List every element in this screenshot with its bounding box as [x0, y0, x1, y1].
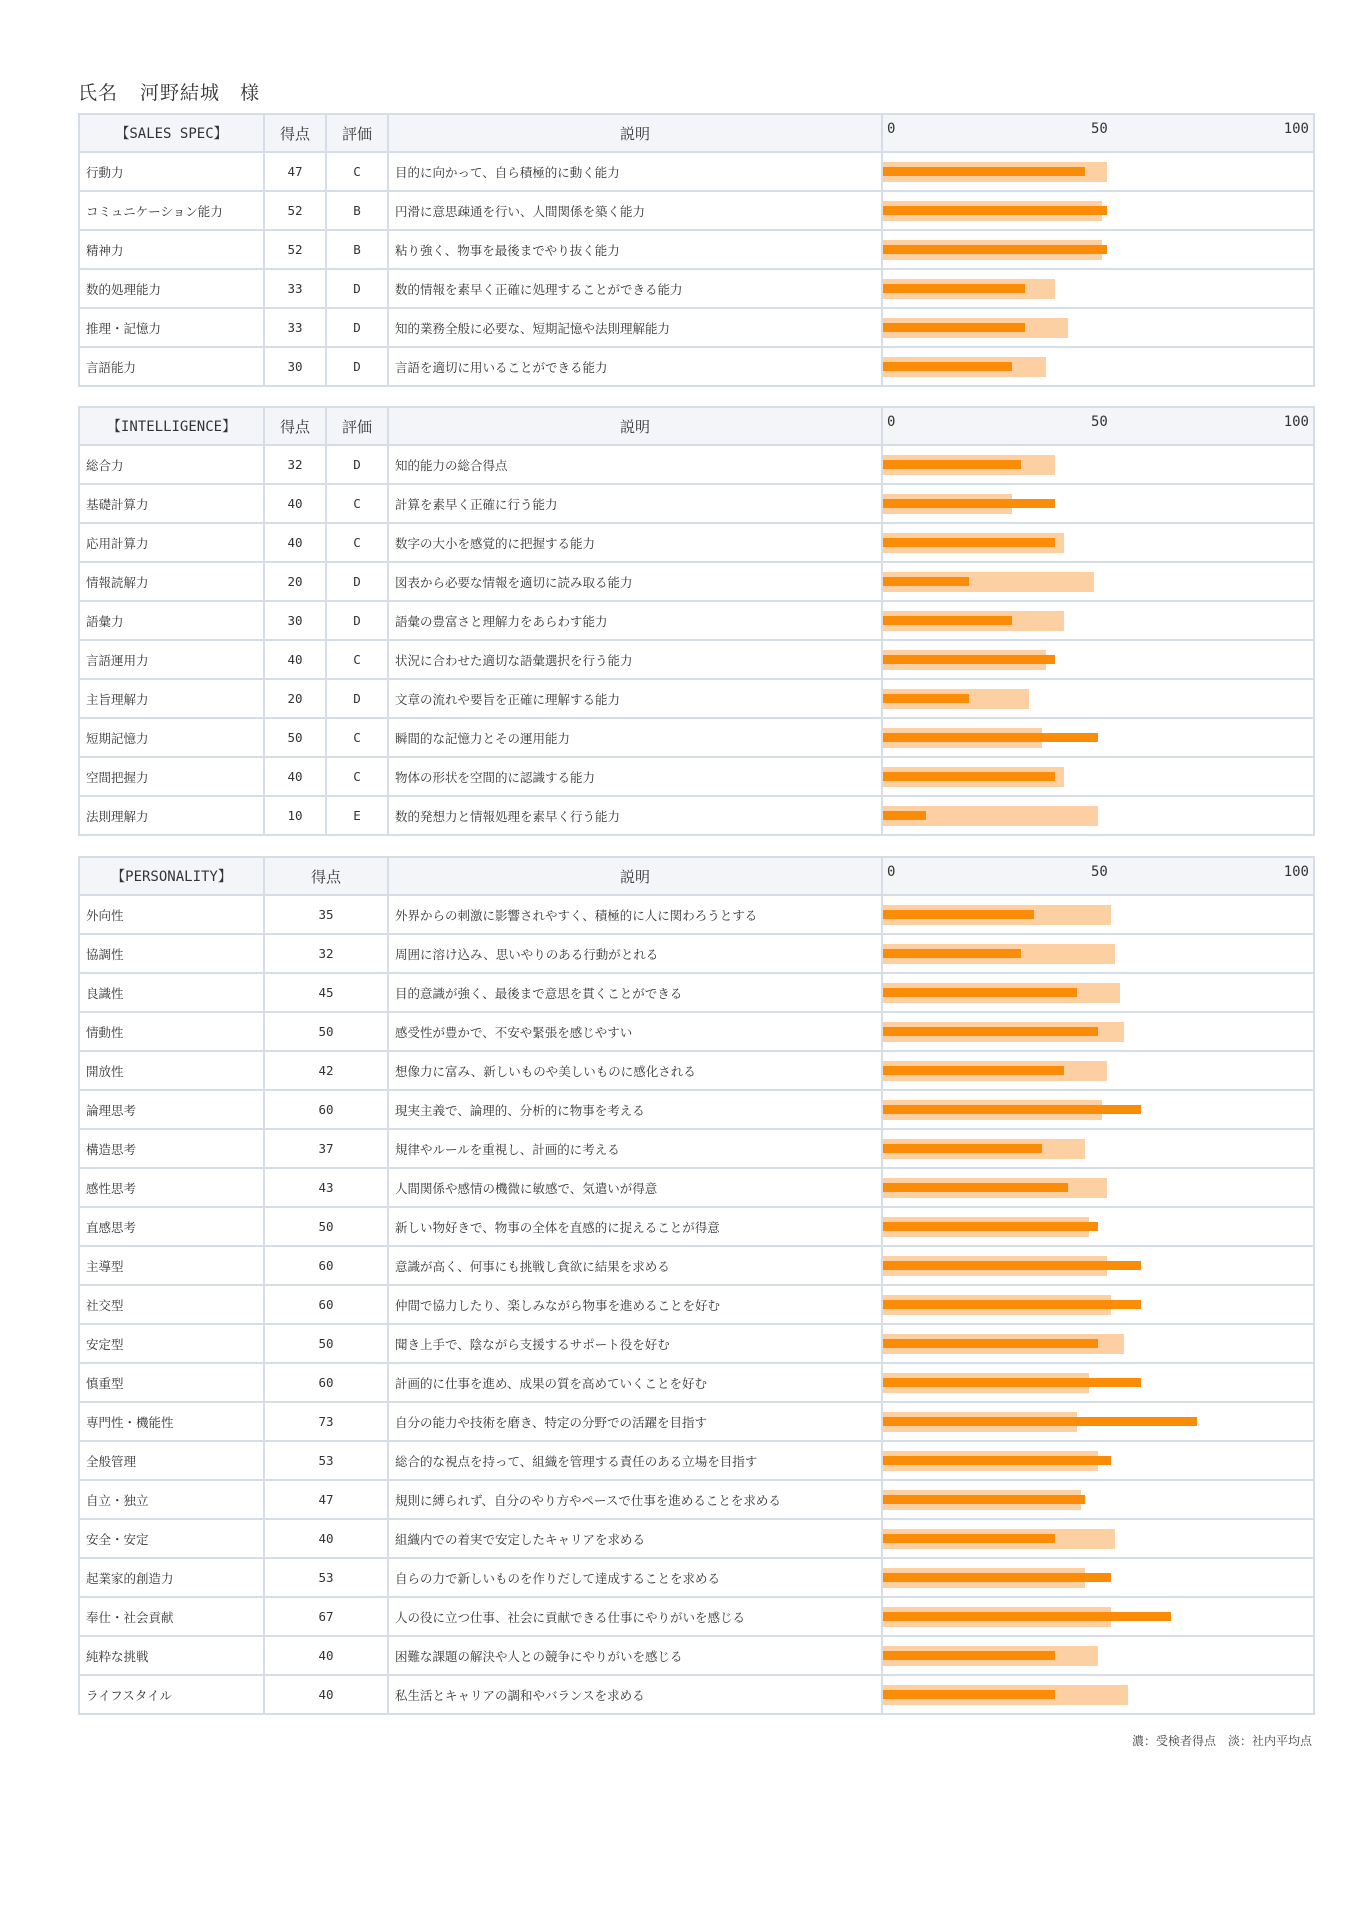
score-value: 40 — [264, 1675, 388, 1714]
section-title: 【INTELLIGENCE】 — [79, 407, 264, 445]
table-row — [79, 895, 1314, 934]
item-name: 安全・安定 — [79, 1519, 264, 1558]
score-value: 67 — [264, 1597, 388, 1636]
score-bar-cell — [882, 191, 1314, 230]
item-description: 規則に縛られず、自分のやり方やペースで仕事を進めることを求める — [388, 1480, 882, 1519]
score-value: 40 — [264, 757, 326, 796]
score-bar-cell — [882, 523, 1314, 562]
score-bar — [883, 655, 1055, 664]
grade-value: D — [326, 679, 388, 718]
score-bar-cell — [882, 1558, 1314, 1597]
sales-spec-table — [78, 113, 1315, 387]
description-header: 説明 — [388, 407, 882, 445]
score-value: 40 — [264, 523, 326, 562]
grade-value: D — [326, 601, 388, 640]
table-row — [79, 1480, 1314, 1519]
name-label: 氏名 — [78, 82, 119, 104]
score-bar — [883, 910, 1034, 919]
score-header: 得点 — [264, 857, 388, 895]
item-name: 数的処理能力 — [79, 269, 264, 308]
score-bar — [883, 1495, 1085, 1504]
item-description: 円滑に意思疎通を行い、人間関係を築く能力 — [388, 191, 882, 230]
intelligence-table — [78, 406, 1315, 836]
section-title: 【SALES SPEC】 — [79, 114, 264, 152]
item-description: 人間関係や感情の機微に敏感で、気遣いが得意 — [388, 1168, 882, 1207]
score-bar-cell — [882, 1168, 1314, 1207]
table-row — [79, 1168, 1314, 1207]
table-row — [79, 484, 1314, 523]
score-bar — [883, 245, 1107, 254]
table-row — [79, 1519, 1314, 1558]
score-value: 50 — [264, 718, 326, 757]
table-row — [79, 269, 1314, 308]
item-name: 空間把握力 — [79, 757, 264, 796]
table-row — [79, 1051, 1314, 1090]
table-row — [79, 973, 1314, 1012]
score-bar — [883, 1417, 1197, 1426]
item-name: 奉仕・社会貢献 — [79, 1597, 264, 1636]
item-description: 計画的に仕事を進め、成果の質を高めていくことを好む — [388, 1363, 882, 1402]
score-bar-cell — [882, 308, 1314, 347]
item-name: 安定型 — [79, 1324, 264, 1363]
score-value: 37 — [264, 1129, 388, 1168]
score-bar — [883, 1612, 1171, 1621]
scale-tick-2: 100 — [1283, 414, 1309, 430]
item-description: 目的に向かって、自ら積極的に動く能力 — [388, 152, 882, 191]
grade-value: D — [326, 562, 388, 601]
item-description: 粘り強く、物事を最後までやり抜く能力 — [388, 230, 882, 269]
score-bar — [883, 538, 1055, 547]
header-row — [79, 114, 1314, 152]
table-row — [79, 230, 1314, 269]
candidate-name: 河野結城 — [140, 82, 221, 104]
item-description: 数字の大小を感覚的に把握する能力 — [388, 523, 882, 562]
item-description: 規律やルールを重視し、計画的に考える — [388, 1129, 882, 1168]
item-description: 人の役に立つ仕事、社会に貢献できる仕事にやりがいを感じる — [388, 1597, 882, 1636]
score-bar-cell — [882, 562, 1314, 601]
item-name: 直感思考 — [79, 1207, 264, 1246]
item-description: 総合的な視点を持って、組織を管理する責任のある立場を目指す — [388, 1441, 882, 1480]
score-bar-cell — [882, 1597, 1314, 1636]
score-bar-cell — [882, 934, 1314, 973]
table-row — [79, 640, 1314, 679]
score-value: 45 — [264, 973, 388, 1012]
table-row — [79, 562, 1314, 601]
score-bar — [883, 1183, 1068, 1192]
item-name: ライフスタイル — [79, 1675, 264, 1714]
score-value: 20 — [264, 562, 326, 601]
score-bar — [883, 1651, 1055, 1660]
table-row — [79, 1285, 1314, 1324]
score-bar — [883, 1339, 1098, 1348]
grade-value: C — [326, 152, 388, 191]
table-row — [79, 1363, 1314, 1402]
item-description: 新しい物好きで、物事の全体を直感的に捉えることが得意 — [388, 1207, 882, 1246]
item-description: 想像力に富み、新しいものや美しいものに感化される — [388, 1051, 882, 1090]
item-name: 言語能力 — [79, 347, 264, 386]
score-bar-cell — [882, 895, 1314, 934]
score-bar-cell — [882, 1636, 1314, 1675]
scale-tick-1: 50 — [1091, 864, 1108, 880]
score-bar-cell — [882, 1441, 1314, 1480]
grade-value: B — [326, 230, 388, 269]
score-value: 73 — [264, 1402, 388, 1441]
personality-table — [78, 856, 1315, 1715]
score-value: 30 — [264, 347, 326, 386]
score-value: 60 — [264, 1285, 388, 1324]
item-name: 自立・独立 — [79, 1480, 264, 1519]
score-bar — [883, 988, 1077, 997]
item-description: 自らの力で新しいものを作りだして達成することを求める — [388, 1558, 882, 1597]
item-name: 社交型 — [79, 1285, 264, 1324]
score-value: 40 — [264, 1636, 388, 1675]
scale-tick-0: 0 — [887, 864, 896, 880]
item-description: 自分の能力や技術を磨き、特定の分野での活躍を目指す — [388, 1402, 882, 1441]
section-title: 【PERSONALITY】 — [79, 857, 264, 895]
score-value: 35 — [264, 895, 388, 934]
honorific: 様 — [240, 82, 261, 104]
score-bar — [883, 733, 1098, 742]
score-value: 33 — [264, 308, 326, 347]
grade-value: D — [326, 308, 388, 347]
table-row — [79, 679, 1314, 718]
table-row — [79, 1402, 1314, 1441]
score-bar — [883, 1144, 1042, 1153]
score-header: 得点 — [264, 407, 326, 445]
score-bar-cell — [882, 1480, 1314, 1519]
item-name: 良識性 — [79, 973, 264, 1012]
item-description: 文章の流れや要旨を正確に理解する能力 — [388, 679, 882, 718]
item-description: 知的業務全般に必要な、短期記憶や法則理解能力 — [388, 308, 882, 347]
item-name: 言語運用力 — [79, 640, 264, 679]
score-bar — [883, 949, 1021, 958]
score-value: 40 — [264, 1519, 388, 1558]
score-bar — [883, 1690, 1055, 1699]
header-row — [79, 407, 1314, 445]
table-row — [79, 1090, 1314, 1129]
score-bar-cell — [882, 1324, 1314, 1363]
grade-value: D — [326, 269, 388, 308]
grade-header: 評価 — [326, 407, 388, 445]
score-value: 53 — [264, 1558, 388, 1597]
scale-tick-1: 50 — [1091, 121, 1108, 137]
item-description: 数的発想力と情報処理を素早く行う能力 — [388, 796, 882, 835]
score-value: 32 — [264, 445, 326, 484]
score-bar — [883, 284, 1025, 293]
item-name: 起業家的創造力 — [79, 1558, 264, 1597]
table-row — [79, 152, 1314, 191]
score-bar-cell — [882, 152, 1314, 191]
score-value: 47 — [264, 152, 326, 191]
score-bar — [883, 1222, 1098, 1231]
score-bar — [883, 1378, 1141, 1387]
scale-tick-0: 0 — [887, 414, 896, 430]
item-name: 情動性 — [79, 1012, 264, 1051]
score-bar-cell — [882, 1519, 1314, 1558]
table-row — [79, 1441, 1314, 1480]
item-description: 図表から必要な情報を適切に読み取る能力 — [388, 562, 882, 601]
grade-header: 評価 — [326, 114, 388, 152]
scale-tick-2: 100 — [1283, 121, 1309, 137]
table-row — [79, 1129, 1314, 1168]
score-bar — [883, 1456, 1111, 1465]
score-value: 33 — [264, 269, 326, 308]
score-bar — [883, 1573, 1111, 1582]
score-bar — [883, 1105, 1141, 1114]
score-value: 60 — [264, 1090, 388, 1129]
header-row — [79, 857, 1314, 895]
scale-header — [882, 407, 1314, 445]
grade-value: C — [326, 640, 388, 679]
score-value: 52 — [264, 230, 326, 269]
score-value: 60 — [264, 1363, 388, 1402]
table-row — [79, 1675, 1314, 1714]
item-name: 慎重型 — [79, 1363, 264, 1402]
score-bar-cell — [882, 1285, 1314, 1324]
grade-value: B — [326, 191, 388, 230]
item-name: コミュニケーション能力 — [79, 191, 264, 230]
score-bar — [883, 1261, 1141, 1270]
score-bar — [883, 1534, 1055, 1543]
item-name: 応用計算力 — [79, 523, 264, 562]
score-bar — [883, 460, 1021, 469]
scale-tick-1: 50 — [1091, 414, 1108, 430]
score-bar-cell — [882, 1090, 1314, 1129]
score-value: 50 — [264, 1012, 388, 1051]
item-description: 状況に合わせた適切な語彙選択を行う能力 — [388, 640, 882, 679]
legend: 濃：受検者得点 淡：社内平均点 — [1131, 1734, 1312, 1748]
score-bar — [883, 616, 1012, 625]
item-description: 言語を適切に用いることができる能力 — [388, 347, 882, 386]
table-row — [79, 757, 1314, 796]
table-row — [79, 934, 1314, 973]
score-bar-cell — [882, 640, 1314, 679]
item-description: 物体の形状を空間的に認識する能力 — [388, 757, 882, 796]
table-row — [79, 308, 1314, 347]
table-row — [79, 445, 1314, 484]
score-bar-cell — [882, 973, 1314, 1012]
score-bar-cell — [882, 718, 1314, 757]
item-name: 推理・記憶力 — [79, 308, 264, 347]
item-name: 精神力 — [79, 230, 264, 269]
scale-header — [882, 857, 1314, 895]
score-value: 30 — [264, 601, 326, 640]
item-name: 専門性・機能性 — [79, 1402, 264, 1441]
score-bar-cell — [882, 230, 1314, 269]
grade-value: D — [326, 445, 388, 484]
table-row — [79, 601, 1314, 640]
item-description: 瞬間的な記憶力とその運用能力 — [388, 718, 882, 757]
score-bar — [883, 811, 926, 820]
score-value: 42 — [264, 1051, 388, 1090]
item-name: 基礎計算力 — [79, 484, 264, 523]
score-value: 50 — [264, 1324, 388, 1363]
score-value: 52 — [264, 191, 326, 230]
candidate-name-line — [78, 78, 260, 105]
score-bar-cell — [882, 1246, 1314, 1285]
score-value: 32 — [264, 934, 388, 973]
table-row — [79, 1558, 1314, 1597]
item-name: 法則理解力 — [79, 796, 264, 835]
score-bar — [883, 323, 1025, 332]
score-bar-cell — [882, 1012, 1314, 1051]
score-bar — [883, 694, 969, 703]
table-row — [79, 523, 1314, 562]
item-description: 計算を素早く正確に行う能力 — [388, 484, 882, 523]
score-value: 10 — [264, 796, 326, 835]
score-value: 60 — [264, 1246, 388, 1285]
score-value: 40 — [264, 484, 326, 523]
score-bar-cell — [882, 269, 1314, 308]
score-bar-cell — [882, 796, 1314, 835]
item-description: 意識が高く、何事にも挑戦し貪欲に結果を求める — [388, 1246, 882, 1285]
item-name: 論理思考 — [79, 1090, 264, 1129]
item-description: 外界からの刺激に影響されやすく、積極的に人に関わろうとする — [388, 895, 882, 934]
item-name: 行動力 — [79, 152, 264, 191]
score-value: 40 — [264, 640, 326, 679]
score-bar — [883, 206, 1107, 215]
scale-tick-2: 100 — [1283, 864, 1309, 880]
score-value: 43 — [264, 1168, 388, 1207]
score-bar — [883, 499, 1055, 508]
score-bar — [883, 1066, 1064, 1075]
item-description: 感受性が豊かで、不安や緊張を感じやすい — [388, 1012, 882, 1051]
item-description: 聞き上手で、陰ながら支援するサポート役を好む — [388, 1324, 882, 1363]
table-row — [79, 1012, 1314, 1051]
grade-value: C — [326, 757, 388, 796]
table-row — [79, 718, 1314, 757]
score-bar-cell — [882, 1363, 1314, 1402]
score-bar-cell — [882, 757, 1314, 796]
score-bar-cell — [882, 347, 1314, 386]
table-row — [79, 1636, 1314, 1675]
grade-value: E — [326, 796, 388, 835]
score-header: 得点 — [264, 114, 326, 152]
grade-value: C — [326, 484, 388, 523]
item-name: 主旨理解力 — [79, 679, 264, 718]
item-description: 語彙の豊富さと理解力をあらわす能力 — [388, 601, 882, 640]
table-row — [79, 796, 1314, 835]
item-name: 情報読解力 — [79, 562, 264, 601]
item-name: 構造思考 — [79, 1129, 264, 1168]
table-row — [79, 1246, 1314, 1285]
item-name: 総合力 — [79, 445, 264, 484]
description-header: 説明 — [388, 857, 882, 895]
score-bar — [883, 362, 1012, 371]
table-row — [79, 1597, 1314, 1636]
item-name: 外向性 — [79, 895, 264, 934]
score-bar-cell — [882, 1051, 1314, 1090]
score-bar — [883, 577, 969, 586]
item-description: 知的能力の総合得点 — [388, 445, 882, 484]
score-value: 47 — [264, 1480, 388, 1519]
score-value: 53 — [264, 1441, 388, 1480]
table-row — [79, 191, 1314, 230]
item-description: 私生活とキャリアの調和やバランスを求める — [388, 1675, 882, 1714]
item-name: 協調性 — [79, 934, 264, 973]
score-bar-cell — [882, 445, 1314, 484]
score-bar — [883, 167, 1085, 176]
description-header: 説明 — [388, 114, 882, 152]
item-description: 現実主義で、論理的、分析的に物事を考える — [388, 1090, 882, 1129]
table-row — [79, 347, 1314, 386]
grade-value: C — [326, 523, 388, 562]
item-description: 数的情報を素早く正確に処理することができる能力 — [388, 269, 882, 308]
table-row — [79, 1324, 1314, 1363]
score-value: 20 — [264, 679, 326, 718]
score-bar-cell — [882, 601, 1314, 640]
item-name: 語彙力 — [79, 601, 264, 640]
item-name: 主導型 — [79, 1246, 264, 1285]
item-name: 全般管理 — [79, 1441, 264, 1480]
score-bar-cell — [882, 679, 1314, 718]
score-bar-cell — [882, 1675, 1314, 1714]
scale-header — [882, 114, 1314, 152]
score-bar — [883, 1300, 1141, 1309]
score-bar-cell — [882, 1402, 1314, 1441]
item-name: 開放性 — [79, 1051, 264, 1090]
item-description: 困難な課題の解決や人との競争にやりがいを感じる — [388, 1636, 882, 1675]
score-bar-cell — [882, 1129, 1314, 1168]
item-name: 純粋な挑戦 — [79, 1636, 264, 1675]
item-name: 感性思考 — [79, 1168, 264, 1207]
grade-value: C — [326, 718, 388, 757]
item-description: 目的意識が強く、最後まで意思を貫くことができる — [388, 973, 882, 1012]
item-description: 周囲に溶け込み、思いやりのある行動がとれる — [388, 934, 882, 973]
grade-value: D — [326, 347, 388, 386]
item-description: 組織内での着実で安定したキャリアを求める — [388, 1519, 882, 1558]
score-bar-cell — [882, 484, 1314, 523]
table-row — [79, 1207, 1314, 1246]
score-bar-cell — [882, 1207, 1314, 1246]
scale-tick-0: 0 — [887, 121, 896, 137]
item-description: 仲間で協力したり、楽しみながら物事を進めることを好む — [388, 1285, 882, 1324]
item-name: 短期記憶力 — [79, 718, 264, 757]
score-value: 50 — [264, 1207, 388, 1246]
score-bar — [883, 1027, 1098, 1036]
score-bar — [883, 772, 1055, 781]
